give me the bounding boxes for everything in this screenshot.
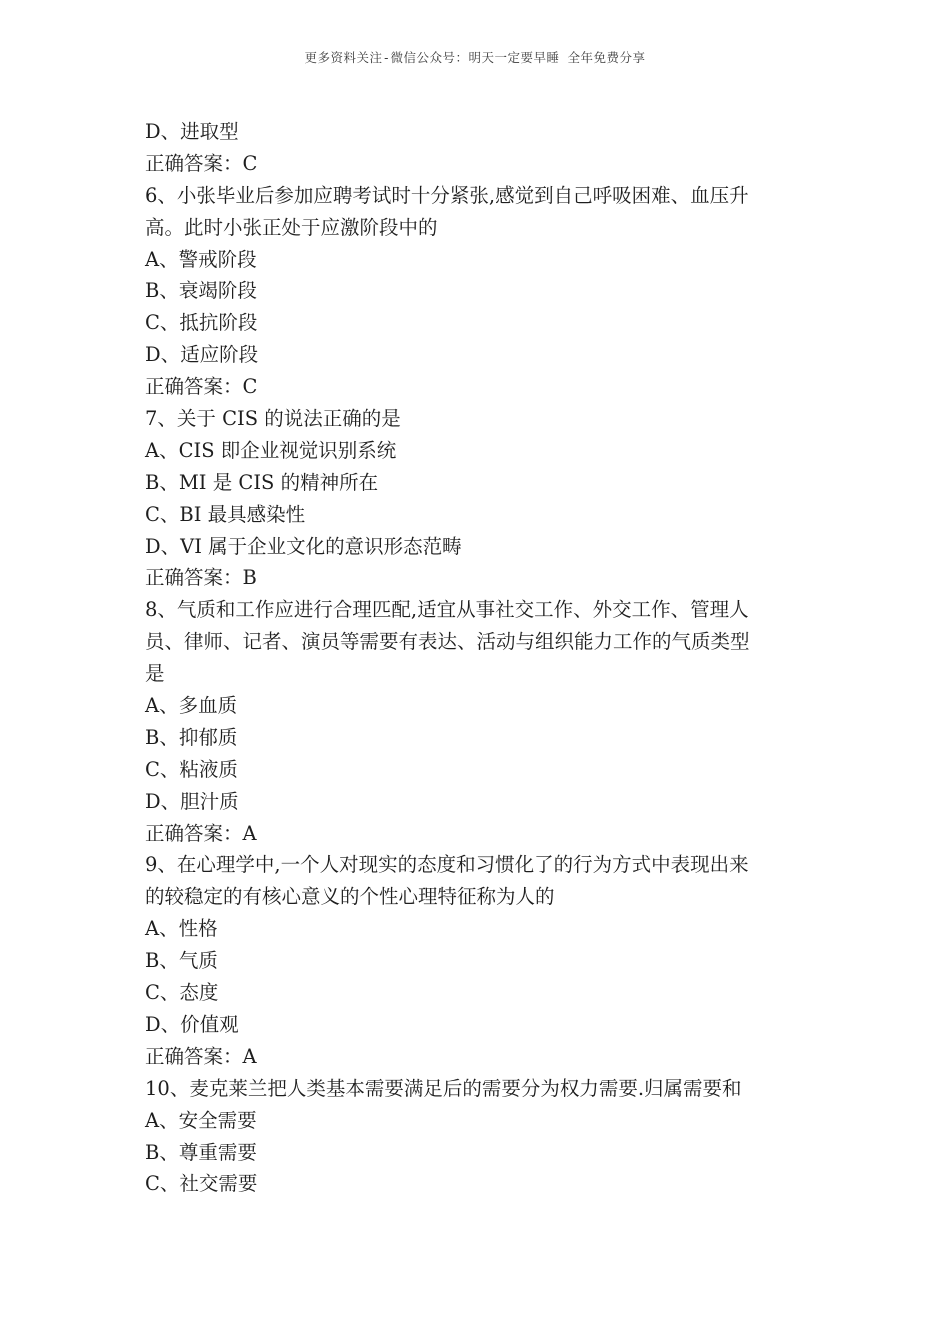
option-c: C、粘液质 [145, 757, 238, 781]
question-8-line-2: 员、律师、记者、演员等需要有表达、活动与组织能力工作的气质类型 [145, 630, 750, 654]
option-b: B、MI 是 CIS 的精神所在 [145, 470, 379, 494]
question-6-line-2: 高。此时小张正处于应激阶段中的 [145, 215, 438, 239]
option-c: C、态度 [145, 981, 219, 1005]
question-7: 7、关于 CIS 的说法正确的是 [145, 407, 401, 431]
question-6-line-1: 6、小张毕业后参加应聘考试时十分紧张,感觉到自己呼吸困难、血压升 [145, 183, 749, 207]
option-b: B、尊重需要 [145, 1140, 257, 1164]
option-d: D、适应阶段 [145, 343, 259, 367]
option-c: C、社交需要 [145, 1172, 258, 1196]
question-8-line-3: 是 [145, 662, 165, 686]
answer-line: 正确答案：A [145, 1044, 257, 1068]
option-d: D、胆汁质 [145, 789, 239, 813]
option-b: B、衰竭阶段 [145, 279, 257, 303]
option-a: A、警戒阶段 [145, 247, 257, 271]
answer-line: 正确答案：A [145, 821, 257, 845]
page-header: 更多资料关注-微信公众号：明天一定要早睡 全年免费分享 [304, 50, 646, 65]
question-9-line-1: 9、在心理学中,一个人对现实的态度和习惯化了的行为方式中表现出来 [145, 853, 749, 877]
option-d: D、VI 属于企业文化的意识形态范畴 [145, 534, 462, 558]
question-9-line-2: 的较稳定的有核心意义的个性心理特征称为人的 [145, 885, 555, 909]
option-d: D、价值观 [145, 1012, 239, 1036]
option-b: B、抑郁质 [145, 725, 238, 749]
option-a: A、CIS 即企业视觉识别系统 [145, 438, 397, 462]
option-a: A、多血质 [145, 694, 238, 718]
option-d: D、进取型 [145, 120, 239, 143]
answer-line: 正确答案：B [145, 566, 257, 590]
question-10: 10、麦克莱兰把人类基本需要满足后的需要分为权力需要.归属需要和 [145, 1076, 742, 1100]
document-body [145, 116, 810, 1200]
answer-line: 正确答案：C [145, 151, 258, 175]
option-a: A、性格 [145, 917, 218, 941]
question-8-line-1: 8、气质和工作应进行合理匹配,适宜从事社交工作、外交工作、管理人 [145, 598, 749, 622]
answer-line: 正确答案：C [145, 375, 258, 399]
option-b: B、气质 [145, 949, 218, 973]
option-a: A、安全需要 [145, 1108, 257, 1132]
option-c: C、抵抗阶段 [145, 311, 258, 335]
option-c: C、BI 最具感染性 [145, 502, 306, 526]
